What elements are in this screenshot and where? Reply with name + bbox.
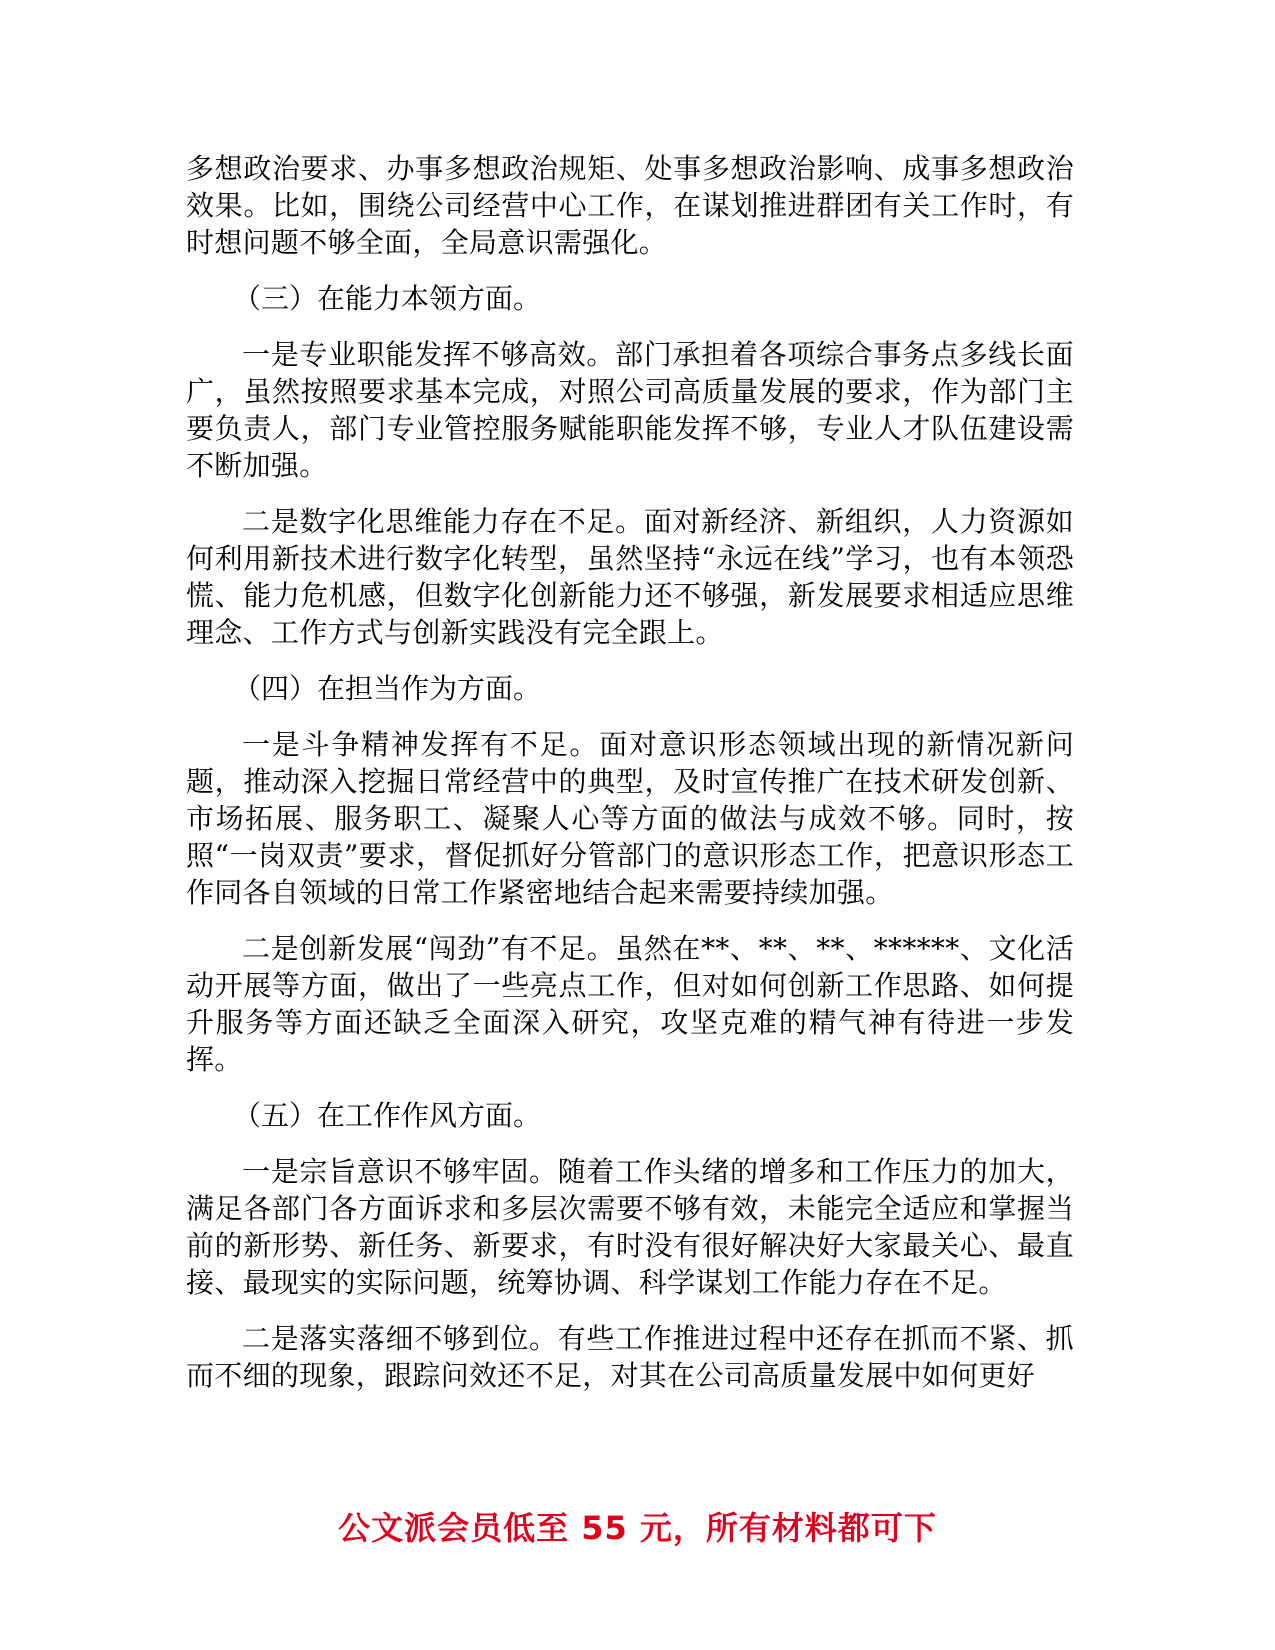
paragraph: 二是落实落细不够到位。有些工作推进过程中还存在抓而不紧、抓而不细的现象，跟踪问效还不足，对其在公司高质量发展中如何更好: [186, 1322, 1074, 1392]
promo-banner-text: 公文派会员低至 55 元，所有材料都可下: [338, 1509, 937, 1547]
paragraph: 一是斗争精神发挥有不足。面对意识形态领域出现的新情况新问题，推动深入挖掘日常经营中的典型，及时宣传推广在技术研发创新、市场拓展、服务职工、凝聚人心等方面的做法与成效不够。同时，按照“一岗双责”要求，督促抓好分管部门的意识形态工作，把意识形态工作同各自领域的日常工作紧密地结合起来需要持续加强。: [186, 728, 1074, 909]
paragraph: 二是数字化思维能力存在不足。面对新经济、新组织，人力资源如何利用新技术进行数字化转型，虽然坚持“永远在线”学习，也有本领恐慌、能力危机感，但数字化创新能力还不够强，新发展要求相适应思维理念、工作方式与创新实践没有完全跟上。: [186, 505, 1074, 649]
document-body: [186, 150, 1074, 1413]
section-heading-5: （五）在工作作风方面。: [233, 1099, 542, 1132]
section-heading-3: （三）在能力本领方面。: [233, 282, 542, 315]
paragraph: 二是创新发展“闯劲”有不足。虽然在**、**、**、******、文化活动开展等方面，做出了一些亮点工作，但对如何创新工作思路、如何提升服务等方面还缺乏全面深入研究，攻坚克难的精气神有待进一步发挥。: [186, 932, 1074, 1076]
paragraph: 一是宗旨意识不够牢固。随着工作头绪的增多和工作压力的加大，满足各部门各方面诉求和多层次需要不够有效，未能完全适应和掌握当前的新形势、新任务、新要求，有时没有很好解决好大家最关心、最直接、最现实的实际问题，统筹协调、科学谋划工作能力存在不足。: [186, 1155, 1074, 1299]
paragraph: 一是专业职能发挥不够高效。部门承担着各项综合事务点多线长面广，虽然按照要求基本完成，对照公司高质量发展的要求，作为部门主要负责人，部门专业管控服务赋能职能发挥不够，专业人才队伍建设需不断加强。: [186, 338, 1074, 482]
paragraph-continuation: 多想政治要求、办事多想政治规矩、处事多想政治影响、成事多想政治效果。比如，围绕公司经营中心工作，在谋划推进群团有关工作时，有时想问题不够全面，全局意识需强化。: [186, 152, 1074, 259]
section-heading-4: （四）在担当作为方面。: [233, 672, 542, 705]
